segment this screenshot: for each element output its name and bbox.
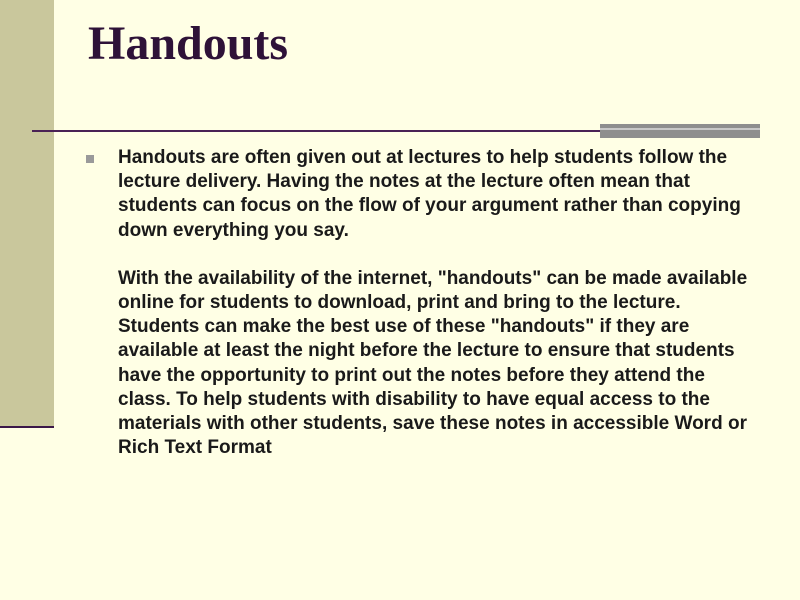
- bullet-text: [118, 146, 758, 460]
- square-bullet-icon: [86, 155, 94, 163]
- title-divider-line: [32, 130, 600, 132]
- paragraph-spacer: [118, 243, 758, 267]
- title-accent-bar: [600, 124, 760, 138]
- left-band-underline: [0, 426, 54, 428]
- bullet-paragraph-2: With the availability of the internet, "handouts" can be made available online for students to download, print and bring to the lecture. Students can make the best use of these "handouts" if they are available at least the night before the lecture to ensure that students have the opportunity to print out the notes before they attend the class. To help students with disability to have equal access to the materials with other students, save these notes in accessible Word or Rich Text Format: [118, 267, 748, 459]
- bullet-paragraph-1: Handouts are often given out at lectures to help students follow the lecture delivery. Having the notes at the lecture often mean that students can focus on the flow of your argument rather than copying down everything you say.: [118, 147, 741, 241]
- left-decorative-band: [0, 0, 54, 428]
- title-accent-bar-stripe: [600, 128, 760, 130]
- slide-title: Handouts: [88, 17, 289, 70]
